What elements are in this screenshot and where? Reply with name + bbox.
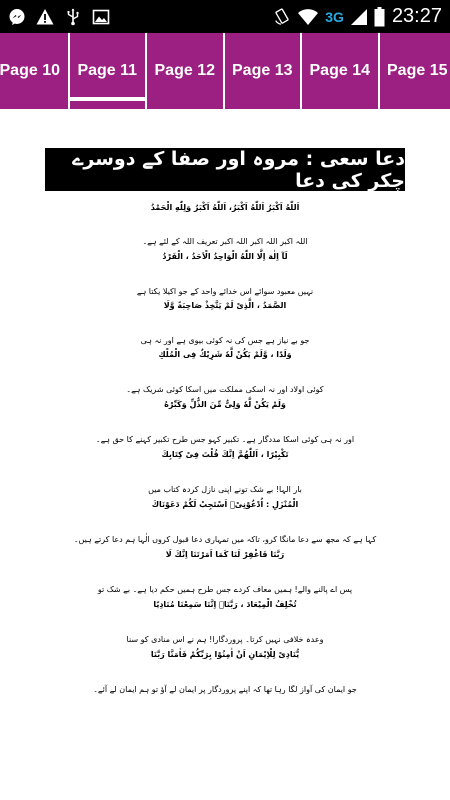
- tab-page-15[interactable]: Page 15: [380, 33, 450, 109]
- tab-page-14[interactable]: Page 14: [302, 33, 380, 109]
- urdu-line-3: جو بے نیاز ہے جس کی نہ کوئی بیوی ہے اور نہ ہی: [140, 336, 310, 345]
- arabic-line-9: تُخْلِفُ الْمِیْعَادَ ، رَبَّنَاۤ اِنَّنَا سَمِعْنَا مُنَادِیًا: [153, 600, 297, 609]
- page-tab-bar: [0, 33, 450, 109]
- status-bar: [0, 0, 450, 33]
- urdu-line-5: اور نہ ہی کوئی اسکا مددگار ہے۔ تکبیر کہو جس طرح تکبیر کہنے کا حق ہے۔: [95, 435, 355, 444]
- warning-icon: [36, 8, 54, 26]
- tab-page-11[interactable]: Page 11: [70, 33, 148, 109]
- messenger-icon: [8, 8, 26, 26]
- rotate-icon: [273, 8, 291, 26]
- urdu-line-7: کہا ہے کہ مجھ سے دعا مانگا کرو، تاکہ میں تمہاری دعا قبول کروں الٰہا ہم دعا کرتے ہیں۔: [73, 535, 377, 544]
- signal-icon: [350, 8, 368, 26]
- battery-icon: [374, 8, 386, 26]
- arabic-line-4: وَلَدًا ، وَّلَمْ یَكُنْ لَّهٗ شَرِیْكٌ فِی الْمُلْكِ: [158, 350, 292, 359]
- page-content: [0, 109, 450, 800]
- tab-page-12[interactable]: Page 12: [147, 33, 225, 109]
- arabic-line-6: تَكْبِیْرًا ، اَللّٰهُمَّ اِنَّكَ قُلْتَ فِیْ كِتَابِكَ: [161, 450, 289, 459]
- urdu-line-6: بار الہا! بے شک تونے اپنی نازل کردہ کتاب میں: [148, 485, 302, 494]
- urdu-line-1: اللہ اکبر اللہ اکبر اللہ اکبر تعریف اللہ کے لئے ہے۔: [142, 237, 308, 246]
- clock: 23:27: [391, 5, 442, 27]
- network-3g-label: 3G: [325, 8, 344, 25]
- tab-page-10[interactable]: Page 10: [0, 33, 70, 109]
- wifi-icon: [297, 8, 319, 26]
- urdu-line-8: پس اے پالنے والے! ہمیں معاف کردے جس طرح ہمیں حکم دیا ہے۔ بے شک تو: [97, 585, 353, 594]
- arabic-line-3: الصَّمَدُ ، الَّذِیْ لَمْ یَتَّخِذْ صَاحِبَةً وَّلَا: [163, 301, 287, 310]
- arabic-line-7: الْمُنْزَلِ : اُدْعُوْنِیْۤ اَسْتَجِبْ لَكُمْ دَعَوْنَاكَ: [151, 500, 299, 509]
- gallery-icon: [92, 8, 110, 26]
- tab-page-13[interactable]: Page 13: [225, 33, 303, 109]
- page-tabs: [0, 33, 450, 109]
- arabic-line-1: اَللّٰهُ اَكْبَرُ اَللّٰهُ اَكْبَرُ، اَللّٰهُ اَكْبَرُ وَلِلّٰهِ الْحَمْدُ: [150, 203, 300, 212]
- arabic-line-5: وَلَمْ یَكُنْ لَّهٗ وَلِیٌّ مِّنَ الذُّلِّ وَكَبِّرْهُ: [164, 400, 286, 409]
- urdu-line-2: نہیں معبود سوائے اس خدائے واحد کے جو اکیلا یکتا ہے: [136, 287, 314, 296]
- arabic-line-8: رَبَّنَا فَاغْفِرْ لَنَا كَمَا اَمَرْتَنَا اِنَّكَ لَا: [165, 550, 285, 559]
- arabic-line-10: یُّنَادِیْ لِلْاِیْمَانِ اَنْ اٰمِنُوْا بِرَبِّكُمْ فَاٰمَنَّا رَبَّنَا: [150, 650, 300, 659]
- urdu-line-4: کوئی اولاد اور نہ اسکی مملکت میں اسکا کوئی شریک ہے۔: [126, 385, 324, 394]
- urdu-line-10: جو ایمان کی آواز لگا رہا تھا کہ اپنے پروردگار پر ایمان لے آؤ تو ہم ایمان لے آئے۔: [93, 685, 357, 694]
- usb-icon: [64, 8, 82, 26]
- urdu-line-9: وعدہ خلافی نہیں کرتا۔ پروردگارا! ہم نے اس منادی کو سنا: [126, 635, 324, 644]
- dua-title-banner: دعا سعی : مروہ اور صفا کے دوسرے چکر کی دعا: [45, 148, 405, 191]
- arabic-line-2: لَآ اِلٰهَ اِلَّا اللّٰهُ الْوَاحِدُ الْاَحَدُ ، الْفَرْدُ: [162, 252, 288, 261]
